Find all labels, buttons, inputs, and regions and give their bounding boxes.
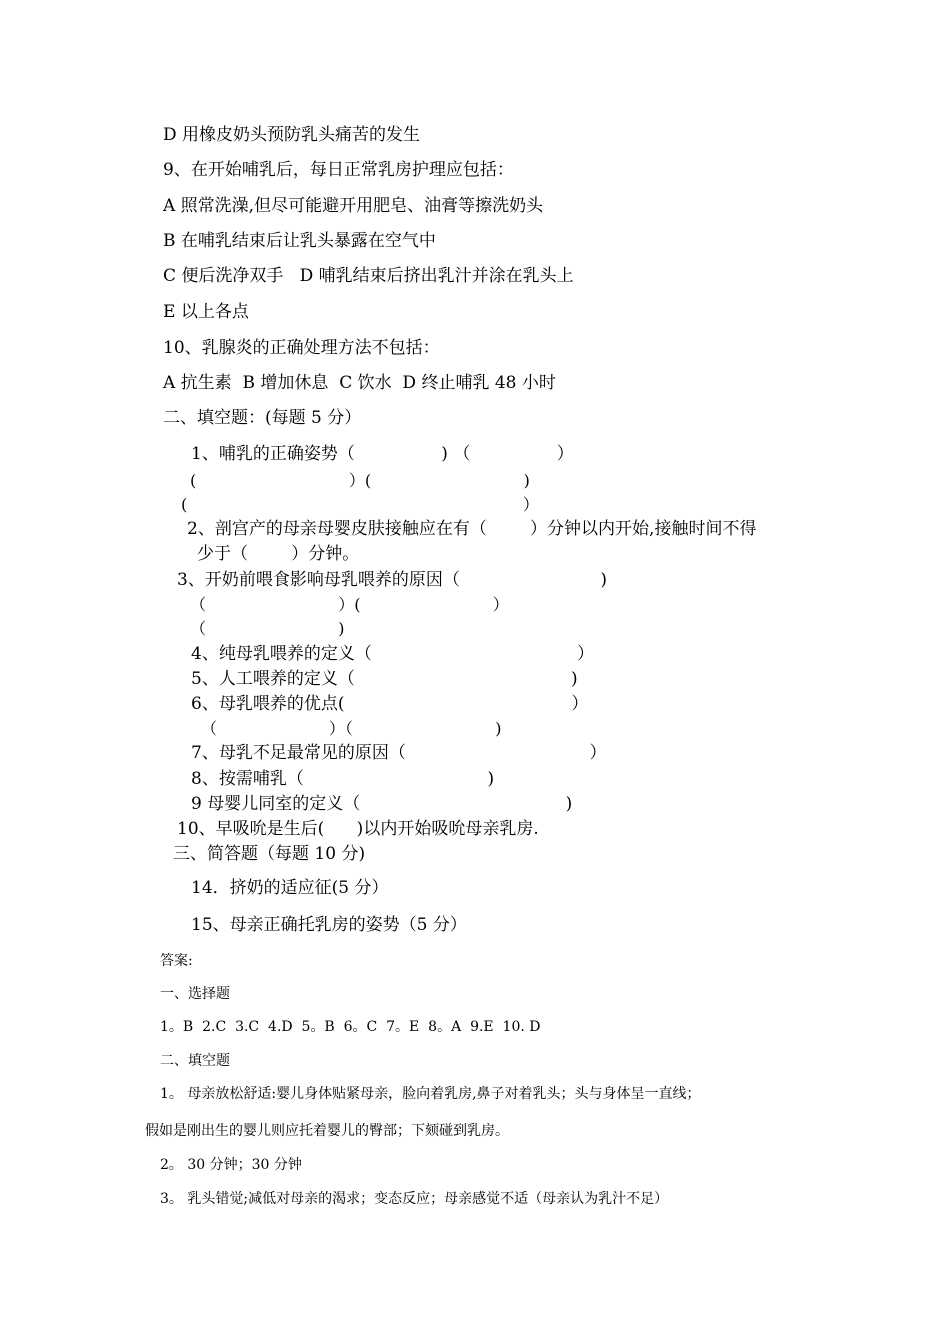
question-9: 9、在开始哺乳后，每日正常乳房护理应包括： <box>163 160 514 180</box>
answer-2: 2。 30 分钟；30 分钟 <box>160 1157 302 1173</box>
answer-3: 3。 乳头错觉;减低对母亲的渴求；变态反应；母亲感觉不适（母亲认为乳汁不足） <box>160 1191 669 1207</box>
fill-in-8: 8、按需哺乳（ ) <box>191 769 495 789</box>
fill-in-5: 5、人工喂养的定义（ ) <box>191 669 578 689</box>
text-line: D 用橡皮奶头预防乳头痛苦的发生 <box>163 125 421 145</box>
fill-in-3-cont: （ ) <box>190 619 345 638</box>
option-b: B 在哺乳结束后让乳头暴露在空气中 <box>163 231 436 251</box>
fill-in-3-cont: （ ）( ） <box>190 595 509 614</box>
answers-choice-values: 1。B 2.C 3.C 4.D 5。B 6。C 7。E 8。A 9.E 10. D <box>160 1019 541 1035</box>
fill-in-2-cont: 少于（ ）分钟。 <box>197 544 360 564</box>
option-e: E 以上各点 <box>163 302 249 322</box>
question-10-options: A 抗生素 B 增加休息 C 饮水 D 终止哺乳 48 小时 <box>163 373 556 393</box>
fill-in-3: 3、开奶前喂食影响母乳喂养的原因（ ) <box>177 570 607 590</box>
section-heading-short-answer: 三、简答题（每题 10 分) <box>173 844 366 864</box>
fill-in-1-cont: ( ） <box>181 495 539 514</box>
short-answer-15: 15、母亲正确托乳房的姿势（5 分） <box>191 915 467 935</box>
fill-in-1: 1、哺乳的正确姿势（ ) （ ） <box>191 444 574 464</box>
option-a: A 照常洗澡,但尽可能避开用肥皂、油膏等擦洗奶头 <box>163 196 544 216</box>
fill-in-2: 2、剖宫产的母亲母婴皮肤接触应在有（ ）分钟以内开始,接触时间不得 <box>187 519 757 539</box>
fill-in-9: 9 母婴儿同室的定义（ ) <box>191 794 573 814</box>
fill-in-1-cont: ( ）( ) <box>190 471 530 490</box>
fill-in-6-cont: （ ）（ ) <box>201 719 502 738</box>
fill-in-7: 7、母乳不足最常见的原因（ ） <box>191 743 607 763</box>
question-10: 10、乳腺炎的正确处理方法不包括： <box>163 338 440 358</box>
fill-in-6: 6、母乳喂养的优点( ） <box>191 694 589 714</box>
fill-in-4: 4、纯母乳喂养的定义（ ） <box>191 644 595 664</box>
short-answer-14: 14．挤奶的适应征(5 分） <box>191 878 389 898</box>
answers-section-choice: 一、选择题 <box>160 986 230 1002</box>
section-heading-fill-in: 二、填空题：(每题 5 分） <box>163 408 362 428</box>
fill-in-10: 10、早吸吮是生后( )以内开始吸吮母亲乳房. <box>177 819 539 839</box>
option-c-d: C 便后洗净双手 D 哺乳结束后挤出乳汁并涂在乳头上 <box>163 266 574 286</box>
answer-1-cont: 假如是刚出生的婴儿则应托着婴儿的臀部；下颏碰到乳房。 <box>145 1123 509 1139</box>
answers-section-fill-in: 二、填空题 <box>160 1053 230 1069</box>
answers-heading: 答案: <box>160 953 193 969</box>
answer-1: 1。 母亲放松舒适:婴儿身体贴紧母亲，脸向着乳房,鼻子对着乳头；头与身体呈一直线； <box>160 1086 701 1102</box>
